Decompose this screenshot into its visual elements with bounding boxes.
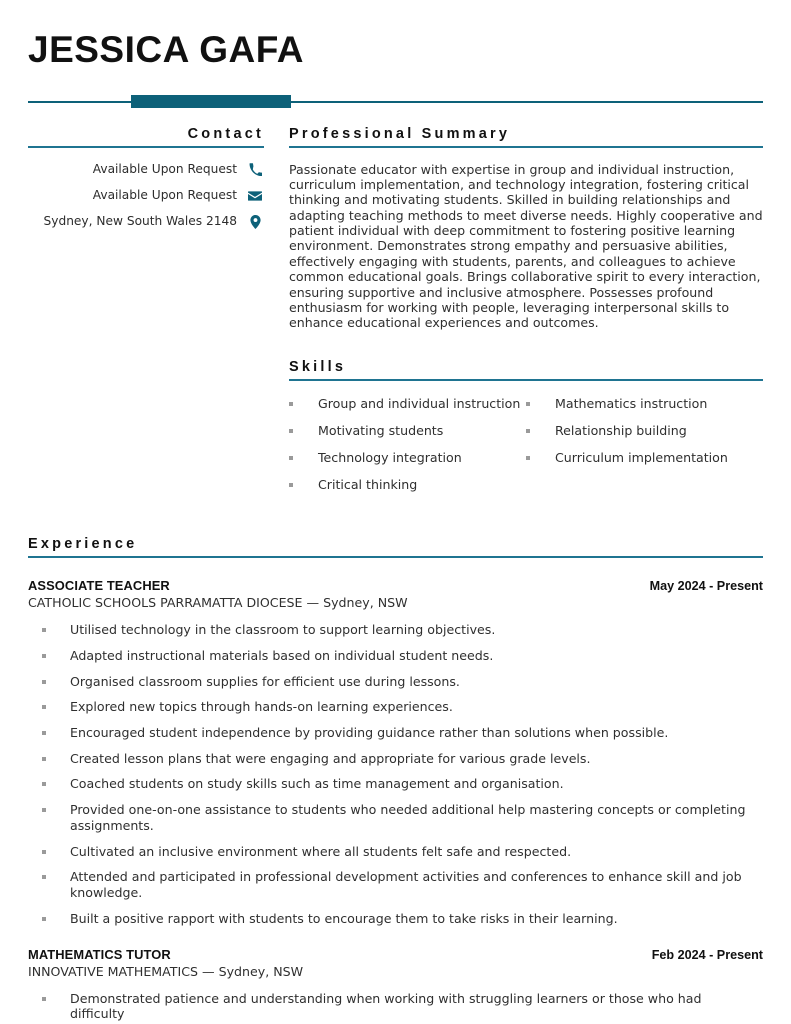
job-location: Sydney, NSW: [323, 595, 408, 611]
list-item: [526, 396, 763, 411]
contact-list: [28, 162, 264, 230]
job-header: [28, 947, 763, 962]
job-bullets: [28, 991, 763, 1022]
job-company: CATHOLIC SCHOOLS PARRAMATTA DIOCESE: [28, 595, 303, 611]
list-item: [28, 699, 763, 715]
job-separator: —: [306, 595, 320, 611]
list-item: [526, 450, 763, 465]
bullet-text: Attended and participated in professional development activities and conferences to enhance skill and job knowledge.: [70, 869, 742, 901]
list-item: [28, 844, 763, 860]
header-accent-rule: [28, 95, 763, 109]
bullet-text: Utilised technology in the classroom to support learning objectives.: [70, 622, 496, 638]
list-item: [28, 674, 763, 690]
skills-section: [289, 359, 763, 504]
list-item: [289, 396, 526, 411]
skill-label: Group and individual instruction: [318, 395, 521, 411]
skill-label: Mathematics instruction: [555, 395, 708, 411]
skills-heading: Skills: [289, 359, 763, 381]
job-header: [28, 578, 763, 593]
experience-entry: [28, 578, 763, 927]
job-company-location: [28, 595, 763, 610]
skill-label: Critical thinking: [318, 476, 418, 492]
bullet-text: Provided one-on-one assistance to students who needed additional help mastering concepts or completing assignments.: [70, 802, 746, 833]
email-icon: [246, 189, 264, 203]
job-title: MATHEMATICS TUTOR: [28, 946, 171, 962]
list-item: [28, 991, 763, 1022]
location-pin-icon: [246, 215, 264, 229]
contact-column: [28, 126, 264, 504]
list-item: [289, 450, 526, 465]
skills-column-left: [289, 396, 526, 504]
list-item: [28, 869, 763, 900]
list-item: [526, 423, 763, 438]
summary-skills-column: [264, 126, 763, 504]
experience-heading: Experience: [28, 536, 763, 558]
upper-columns: [28, 126, 763, 504]
contact-item-phone: [28, 162, 264, 177]
bullet-text: Adapted instructional materials based on individual student needs.: [70, 647, 494, 663]
job-location: Sydney, NSW: [218, 963, 304, 979]
skill-label: Motivating students: [318, 422, 444, 438]
experience-section: [28, 536, 763, 1022]
contact-item-location: [28, 214, 264, 229]
candidate-name: JESSICA GAFA: [28, 29, 305, 70]
job-company: INNOVATIVE MATHEMATICS: [28, 963, 198, 979]
bullet-text: Built a positive rapport with students to encourage them to take risks in their learning.: [70, 910, 618, 926]
bullet-text: Created lesson plans that were engaging and appropriate for various grade levels.: [70, 750, 591, 766]
list-item: [289, 477, 526, 492]
summary-text: Passionate educator with expertise in group and individual instruction, curriculum implementation, and technology integration, fostering critical thinking and motivating students. Skilled in building relationships and adapting teaching methods to meet diverse needs. Highly cooperative and patient individual with deep commitment to fostering positive learning environment. Demonstrates strong empathy and persuasive abilities, effectively engaging with students, parents, and colleagues to achieve common educational goals. Brings collaborative spirit to every interaction, ensuring supportive and inclusive atmosphere. Possesses profound enthusiasm for working with people, leveraging interpersonal skills to enhance educational experiences and outcomes.: [289, 161, 763, 331]
bullet-text: Explored new topics through hands-on learning experiences.: [70, 699, 453, 715]
skills-columns: [289, 396, 763, 504]
skill-label: Curriculum implementation: [555, 449, 728, 465]
list-item: [289, 423, 526, 438]
experience-entry: [28, 947, 763, 1022]
skill-label: Relationship building: [555, 422, 687, 438]
name-header: [28, 0, 763, 71]
bullet-text: Cultivated an inclusive environment where all students felt safe and respected.: [70, 843, 572, 859]
contact-phone-value: Available Upon Request: [92, 161, 237, 176]
list-item: [28, 802, 763, 833]
list-item: [28, 725, 763, 741]
phone-icon: [246, 163, 264, 176]
list-item: [28, 911, 763, 927]
job-dates: May 2024 - Present: [649, 579, 763, 594]
job-title: ASSOCIATE TEACHER: [28, 578, 170, 594]
bullet-text: Encouraged student independence by providing guidance rather than solutions when possible.: [70, 725, 669, 741]
list-item: [28, 622, 763, 638]
summary-heading: Professional Summary: [289, 126, 763, 148]
header-thick-block: [131, 95, 291, 108]
list-item: [28, 751, 763, 767]
bullet-text: Demonstrated patience and understanding when working with struggling learners or those who had difficulty: [70, 990, 702, 1022]
list-item: [28, 648, 763, 664]
skills-column-right: [526, 396, 763, 504]
skill-label: Technology integration: [318, 449, 462, 465]
job-separator: —: [202, 963, 215, 979]
list-item: [28, 776, 763, 792]
contact-item-email: [28, 188, 264, 203]
contact-heading: Contact: [28, 126, 264, 148]
job-dates: Feb 2024 - Present: [651, 947, 763, 962]
contact-email-value: Available Upon Request: [92, 187, 237, 202]
job-company-location: [28, 964, 763, 979]
contact-location-value: Sydney, New South Wales 2148: [43, 214, 237, 229]
job-bullets: [28, 622, 763, 927]
bullet-text: Coached students on study skills such as time management and organisation.: [70, 776, 564, 792]
bullet-text: Organised classroom supplies for efficient use during lessons.: [70, 673, 460, 689]
